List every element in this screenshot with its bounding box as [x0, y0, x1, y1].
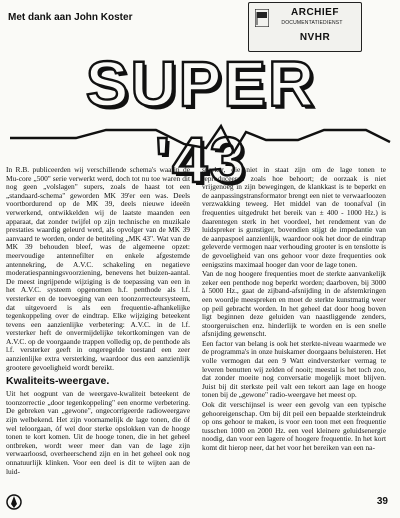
body-paragraph: Van de nog hoogere frequenties moet de sterkte aanvankelijk zeker een penthode nog beperkt worden; daarboven, bij 3000 à 5000 Hz., gaat de zijband-afsnijding in de afstemkringen een woordje meespreken en moet de sterkte kunstmatig weer op peil gebracht worden. In het geheel dat door hoog boven ligt beginnen deze geluiden van naastliggende zenders, stoorgeruischen enz. hinderlijk te worden en is een snelle afsnijding gewenscht.	[202, 269, 386, 339]
left-column	[6, 166, 190, 477]
section-heading: Kwaliteits-weergave.	[6, 375, 110, 388]
body-paragraph: spreker, die niet in staat zijn om de lage tonen te reproduceeren zoals hoe behoort; de oorzaak is niet vrijgenoeg in zijn bewegingen, de klankkast is te beperkt en de aanpassingstransformator brengt een niet te verwaarloozen verzwakking teweeg. Het middel van de toonafval (in frequenties uitgedrukt het bereik van ± 400 - 1000 Hz.) is daarentegen sterk in het voordeel, het rendement van de luidspreker is gunstiger, bovendien stijgt de impedantie van de aanpaspoel aanzienlijk, waardoor ook het door de eindtrap geleverde vermogen naar verhouding grooter is en tenslotte is de gevoeligheid van ons gehoor voor deze frequenties ook eenigszins maximaal hooger dan voor de lage tonen.	[202, 165, 386, 269]
body-paragraph: Een factor van belang is ook het sterkte-niveau waarmede we de programma's in onze huiskamer doorgaans beluisteren. Het volle vermogen dat een 9 Watt eindversterker vermag te leveren benutten wij zelden of nooit; meestal is het toch zoo, dat zonder moeite nog conversatie mogelijk moet blijven. Juist bij dit sterkste peil valt een tekort aan lage en hooge tonen bij de „gewone" radio-weergave het meest op.	[202, 338, 386, 400]
dedication-line: Met dank aan John Koster	[8, 12, 133, 23]
publisher-logo-icon	[6, 494, 22, 510]
page-number: 39	[376, 496, 388, 507]
stamp-org: NVHR	[299, 32, 331, 43]
lightning-wire-graphic	[6, 118, 394, 156]
article-title: SUPER '43	[85, 48, 317, 196]
body-paragraph: In R.B. publiceerden wij verschillende schema's waarin de Mu-core „500" serie verwerkt werd, doch tot nu toe waren dit nog geen „volslagen" supers, zoals de haast tot een „standaard-schema" geworden MK 39'er een was. Deels voortbordurend op de MK 39, deels nieuwe ideeën verwerkend, ontwikkelden wij de laatste maanden een apparaat, dat zonder twijfel op zijn technische en muzikale prestaties waardig geleurd werd, als opvolger van de MK 39 aanvaard te worden, onder de betiteling „MK 43". Wat van de MK 39 behouden bleef, was de algemeene opzet: meervoudige antennefilter en enkele afgestemde antennekring, de A.V.C. schakeling en negatieve moderatiespanningsvoorziening, benevens het buizen-aantal. De meest ingrijpende wijziging is de toepassing van een in het A.V.C. systeem opgenomen h.f. penthode als l.f. versterker en de toevoeging van een toonzorrecteursysteem, dat uitgevoerd is als een frequentie-afhankelijke tegenkoppeling over de eindtrap. Elke wijziging beteekent tevens een aanzienlijke verbetering: A.V.C. in de l.f. versterker heft de onvermijdelijke tekortkomingen van de A.V.C. op de voorgaande trappen volledig op, de penthode als l.f. versterker geeft in ongeregelde toestand een zeer aanzienlijke extra versterking, waardoor dus een aanzienlijk grootere gevoeligheid wordt bereikt.	[6, 165, 190, 372]
body-paragraph: Ook dit verschijnsel is weer een gevolg van een typische gehooreigenschap. Om bij dit peil een bepaalde sterkteindruk op ons gehoor te maken, is voor een toon met een frequentie tusschen 1000 en 2000 Hz. een veel kleinere geluidsenergie noodig, dan voor een lagere of hoogere frequentie. In het kort komt dit hierop neer, dat het voor het bereiken van een na-	[202, 400, 386, 452]
stamp-title: ARCHIEF	[291, 7, 339, 18]
stamp-subtitle: DOCUMENTATIEDIENST	[281, 20, 343, 26]
archive-stamp	[248, 2, 362, 52]
body-paragraph: Uit het oogpunt van de weergave-kwaliteit beteekent de toonzorrectie „door tegenkoppeling" een enorme verbetering. De gebreken van „gewone", ongecorrigeerde radioweergave zijn welbekend. Het zijn voornamelijk de lage tonen, die óf wel teloorgaan, óf wel door sterke opslokken van de hooge tonen te kort komen. Uit de hooge tonen, die in het geheel ontbreken, wordt weer meer dan van de lage zijn verwaarloosd, overheerschend zijn en in het geheel ook nog onnatuurlijk klinken. Voor een deel is dit te wijten aan de luid-	[6, 389, 190, 476]
right-column	[202, 166, 386, 454]
